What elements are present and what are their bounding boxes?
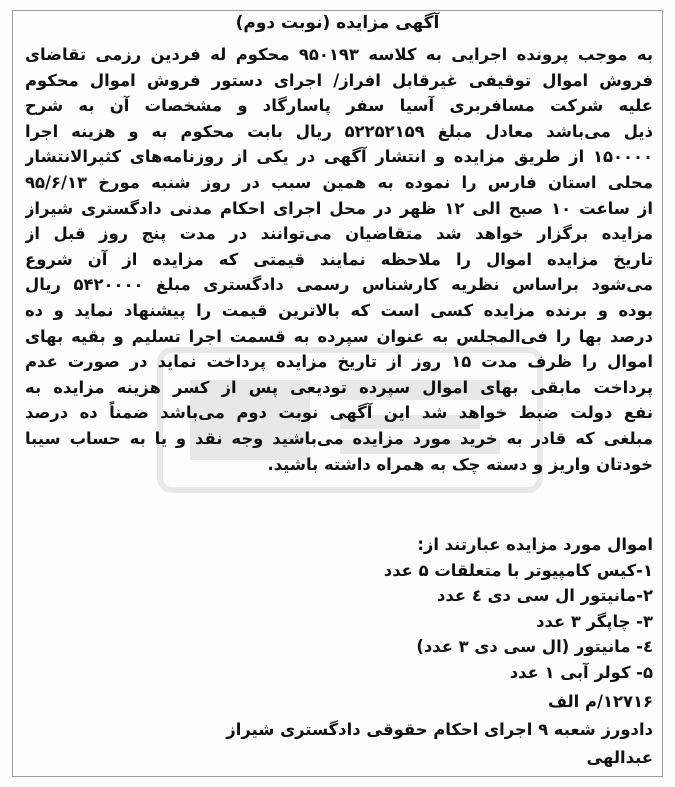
auction-items-list — [25, 532, 653, 686]
body-line: تاریخ مزایده اموال را ملاحظه نمایند قیمتی که مزایده از آن شروع — [25, 249, 653, 269]
body-line: محلی استان فارس را نموده به همین سبب در روز شنبه مورخ ۹۵/۶/۱۳ — [25, 172, 653, 192]
body-line: درصد بها را فی‌المجلس به عنوان سپرده به قسمت اجرا تسلیم و بقیه بهای — [25, 326, 653, 346]
body-line: مزایده برگزار خواهد شد متقاضیان می‌توانند در مدت پنج روز قبل از — [25, 224, 653, 244]
list-item: ۵- کولر آبی ۱ عدد — [509, 662, 653, 682]
signature-title: دادورز شعبه ۹ اجرای احکام حقوقی دادگستری شیراز — [226, 720, 653, 739]
body-line: مبلغی که قادر به خرید مورد مزایده می‌باشید وجه نقد و یا به حساب سیبا — [25, 428, 653, 448]
body-line: اموال را ظرف مدت ۱۵ روز از تاریخ مزایده پرداخت نماید در صورت عدم — [25, 352, 653, 372]
reference-number: ۱۲۷۱۶/م الف — [547, 692, 653, 711]
body-line: نفع دولت ضبط خواهد شد این آگهی نوبت دوم می‌باشد ضمناً ده درصد — [25, 403, 653, 423]
body-line: از ساعت ۱۰ صبح الی ۱۲ ظهر در محل اجرای احکام مدنی دادگستری شیراز — [25, 198, 653, 218]
body-line: علیه شرکت مسافربری آسیا سفر پاسارگاد و مشخصات آن به شرح — [25, 96, 653, 116]
body-line: فروش اموال توقیفی غیرقابل افراز/ اجرای دستور فروش اموال محکوم — [25, 70, 653, 90]
body-line: ۱۵۰۰۰۰ از طریق مزایده و انتشار آگهی در یکی از روزنامه‌های کثیرالانتشار — [25, 147, 653, 167]
body-line: ذیل می‌باشد معادل مبلغ ۵۲۲۵۲۱۵۹ ریال بابت محکوم به و هزینه اجرا — [25, 121, 653, 141]
list-item: ٤- مانیتور (ال سی دی ۳ عدد) — [416, 637, 653, 657]
body-line: می‌شود براساس نظریه کارشناس رسمی دادگستری مبلغ ۵۴۲۰۰۰۰ ریال — [25, 275, 653, 295]
list-item: ۱-کیس کامپیوتر با متعلقات ۵ عدد — [383, 560, 653, 580]
notice-body — [25, 42, 653, 477]
body-line: بوده و برنده مزایده کسی است که بالاترین قیمت را پیشنهاد نماید و ده — [25, 300, 653, 320]
body-line: پرداخت مابقی بهای اموال سپرده تودیعی پس از کسر هزینه مزایده به — [25, 377, 653, 397]
notice-title: آگهی مزایده (نوبت دوم) — [235, 13, 440, 33]
list-item: ۳- چاپگر ۳ عدد — [536, 611, 653, 631]
body-line: خودتان واریز و دسته چک به همراه داشته باشید. — [267, 454, 653, 474]
items-heading: اموال مورد مزایده عبارتند از: — [417, 535, 653, 554]
list-item: ۲-مانیتور ال سی دی ٤ عدد — [437, 586, 653, 606]
signature-name: عبدالهی — [586, 748, 653, 767]
body-line: به موجب پرونده اجرایی به کلاسه ۹۵۰۱۹۳ محکوم له فردین رزمی تقاضای — [25, 45, 653, 64]
